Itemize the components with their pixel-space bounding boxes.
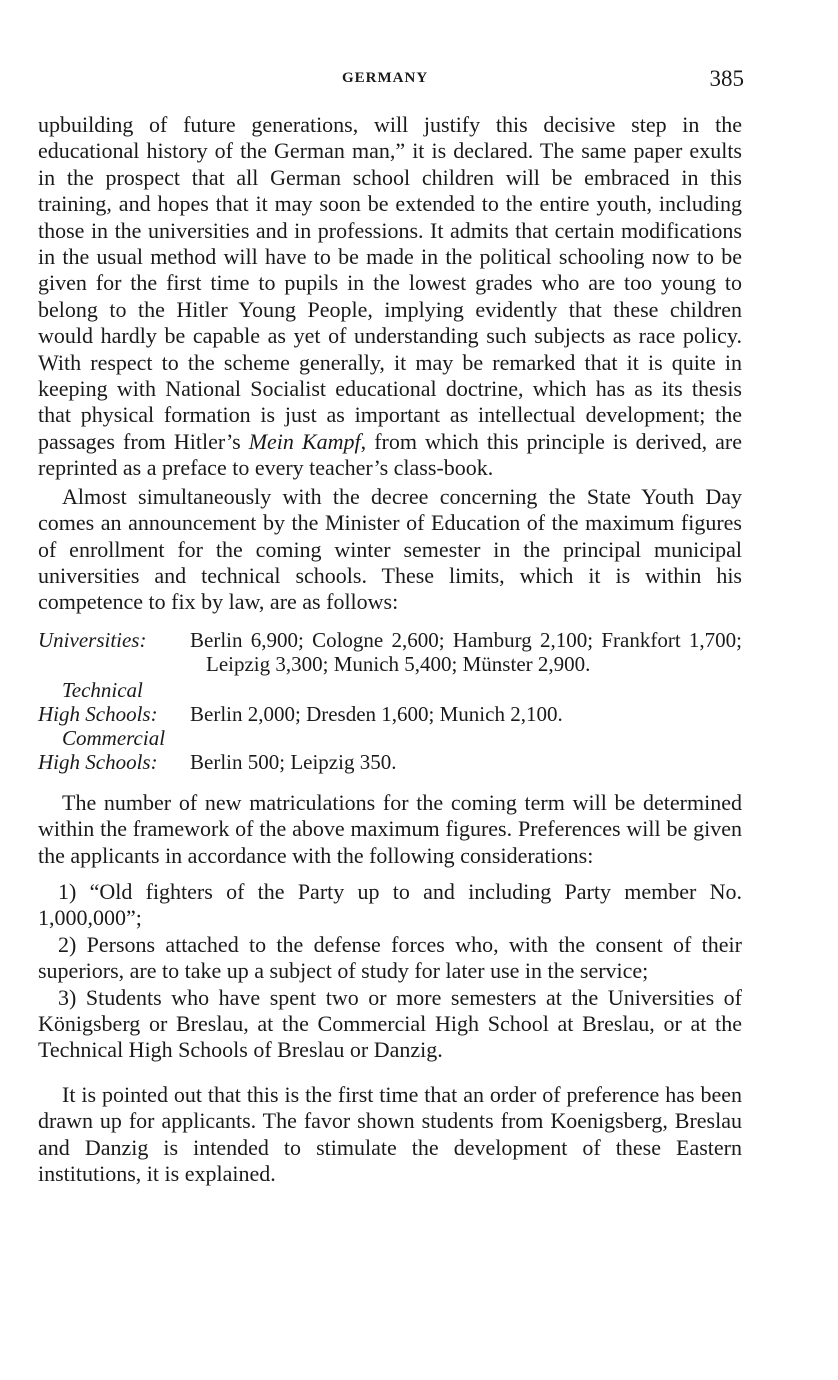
paragraph-1: [38, 112, 742, 482]
limit-label-technical-line1: Technical: [62, 677, 143, 702]
limit-values-technical-wrap: [190, 678, 742, 726]
consideration-item: 2) Persons attached to the defense forces who, with the consent of their superiors, are to take up a subject of study for later use in the service;: [38, 931, 742, 984]
page-header: [36, 66, 744, 98]
consideration-item: 3) Students who have spent two or more semesters at the Universities of Königsberg or Breslau, at the Commercial High School at Breslau, or at the Technical High Schools of Breslau or Danzig.: [38, 984, 742, 1063]
limit-values-technical: Berlin 2,000; Dresden 1,600; Munich 2,100.: [190, 701, 563, 726]
limit-values-universities-wrap: [190, 628, 742, 676]
enrollment-limits: [38, 628, 742, 774]
limit-commercial: [38, 726, 742, 774]
limit-label-technical: [38, 678, 190, 726]
limit-label-commercial-line1: Commercial: [62, 725, 166, 750]
considerations-list: [38, 879, 742, 1064]
paragraph-3: The number of new matriculations for the coming term will be determined within the framework of the above maximum figures. Preferences will be given the applicants in accordance with the following considerations:: [38, 789, 742, 868]
limit-values-commercial: Berlin 500; Leipzig 350.: [190, 749, 397, 774]
body-text: [38, 112, 742, 1187]
limit-label-universities: Universities:: [38, 627, 147, 652]
limit-technical: [38, 678, 742, 726]
limit-universities: [38, 628, 742, 676]
limit-label-commercial: [38, 726, 190, 774]
paragraph-2: Almost simultaneously with the decree concerning the State Youth Day comes an announcement by the Minister of Education of the maximum figures of enrollment for the coming winter semester in the principal municipal universities and technical schools. These limits, which it is within his competence to fix by law, are as follows:: [38, 483, 742, 615]
paragraph-1-end: , from which this principle is derived, are reprinted as a preface to every teacher’s class-book.: [38, 428, 742, 481]
running-title: GERMANY: [342, 70, 429, 86]
limit-label-commercial-line2: High Schools:: [38, 749, 158, 774]
consideration-item: 1) “Old fighters of the Party up to and including Party member No. 1,000,000”;: [38, 878, 742, 931]
paragraph-1-text: upbuilding of future generations, will justify this decisive step in the educational history of the German man,” it is declared. The same paper exults in the prospect that all German school children will be embraced in this training, and hopes that it may soon be extended to the entire youth, including those in the universities and in professions. It admits that certain modifications in the usual method will have to be made in the political schooling now to be given for the first time to pupils in the lowest grades who are too young to belong to the Hitler Young People, implying evidently that these children would hardly be capable as yet of understanding such subjects as race policy. With respect to the scheme generally, it may be remarked that it is quite in keeping with National Socialist educational doctrine, which has as its thesis that physical formation is just as important as intellectual development; the passages from Hitler’s: [38, 112, 742, 454]
paragraph-4: It is pointed out that this is the first time that an order of preference has been drawn up for applicants. The favor shown students from Koenigsberg, Breslau and Danzig is intended to stimulate the development of these Eastern institutions, it is explained.: [38, 1081, 742, 1186]
limit-label-technical-line2: High Schools:: [38, 701, 158, 726]
limit-values-commercial-wrap: [190, 726, 742, 774]
limit-values-universities: Berlin 6,900; Cologne 2,600; Hamburg 2,100; Frankfort 1,700; Leipzig 3,300; Munich 5,400; Münster 2,900.: [190, 627, 742, 676]
book-title-mein-kampf: Mein Kampf: [248, 428, 361, 454]
page-number: 385: [709, 66, 744, 91]
